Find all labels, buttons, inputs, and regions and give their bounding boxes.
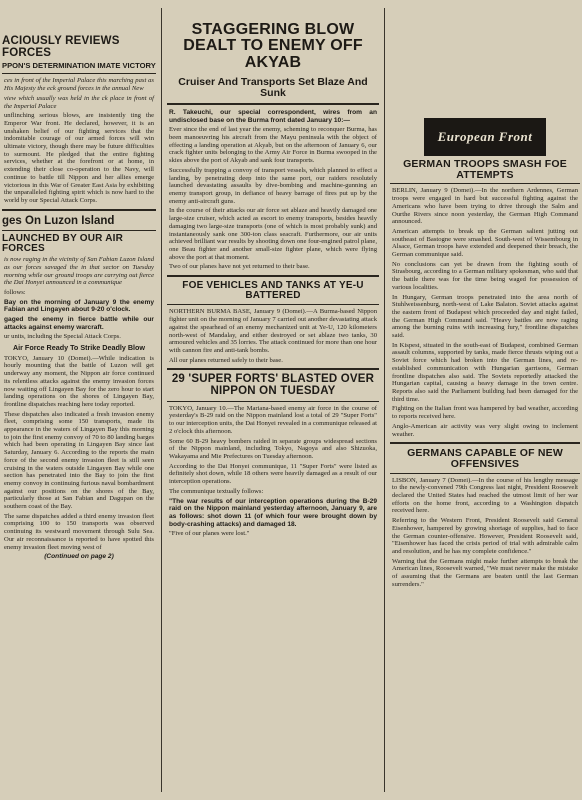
- left-continued-note: (Continued on page 2): [44, 553, 114, 561]
- left-column: [0, 0, 158, 800]
- middle-headline-super-forts: 29 'SUPER FORTS' BLASTED OVER NIPPON ON TUESDAY: [171, 373, 375, 398]
- divider: [167, 368, 379, 370]
- right-headline-german-troops: GERMAN TROOPS SMASH FOE ATTEMPTS: [403, 158, 567, 181]
- middle-dateline: R. Takeuchi, our special correspondent, wires from an undisclosed base on the Burma front dated January 10:—: [169, 108, 377, 124]
- right-body-german-7: Anglo-American air activity was very slight owing to inclement weather.: [392, 422, 578, 438]
- left-intro-italic: ces in front of the Imperial Palace this marching past as His Majesty the eck ground forces in the annual New: [4, 77, 154, 93]
- right-column: [388, 0, 582, 800]
- left-intro-italic-2: view which usually was held in the ck place in front of the Imperial Palace: [4, 94, 154, 110]
- middle-body-b29-6: "Five of our planes were lost.": [169, 530, 250, 538]
- right-body-roosevelt-2: Referring to the Western Front, President Roosevelt said General Eisenhower, hampered by growing shortage of supplies, had to face the German counter-offensive. However, President Roosevelt said, "Eisenhower has faced the crisis period of trial with admirable calm and resolution, and he has my complete confidence.": [392, 517, 578, 555]
- left-headline-luzon: ges On Luzon Island: [2, 214, 115, 227]
- middle-body-b29-4: The communique textually follows:: [169, 487, 264, 495]
- left-communique-lead: follows:: [4, 288, 26, 296]
- divider: [390, 473, 580, 474]
- divider: [2, 230, 156, 231]
- middle-body-b29-1: TOKYO, January 10.—The Mariana-based enemy air force in the course of yesterday's B-29 raid on the Nippon mainland lost a total of 29 "Super Forts" to our interception units, the Dai Honyei revealed in a communique released at 2 o'clock this afternoon.: [169, 404, 377, 435]
- middle-body-ye-u-1: NORTHERN BURMA BASE, January 9 (Domei).—A Burma-based Nippon fighter unit on the morning of January 7 carried out another devastating attack against the spearhead of an enemy mechanized unit at Ye-U, 120 kilometers north-west of Mandalay, and either destroyed or set ablaze two tanks, 30 armoured vehicles and 35 lorries. The attack continued for more than one hour with cannon fire and anti-tank bombs.: [169, 308, 377, 354]
- middle-body-akyab-3: In the course of their attacks our air force set ablaze and heavily damaged one large-size cruiser, which acted as escort to enemy transports, besides heavily damaging two large-size transports (one of which is most probably sunk) and instantaneously sank one 300-ton class seacraft. Furthermore, our air units achieved brilliant war results by shooting down one four-engined patrol plane, one Beau fighter and another small-size fighter plane, which were flying above the port at that moment.: [169, 207, 377, 261]
- left-communique-1: Bay on the morning of January 9 the enemy Fabian and Lingayen about 9-20 o'clock.: [4, 298, 154, 314]
- middle-column: [165, 0, 381, 800]
- divider: [390, 442, 580, 444]
- left-headline-review: ACIOUSLY REVIEWS FORCES: [2, 35, 120, 59]
- right-body-german-6: Fighting on the Italian front was hampered by bad weather, according to reports received here.: [392, 405, 578, 421]
- middle-subhead-cruiser: Cruiser And Transports Set Blaze And Sunk: [178, 75, 368, 99]
- divider: [390, 183, 580, 184]
- middle-body-b29-5: "The war results of our interception operations during the B-29 raid on the Nippon mainland yesterday afternoon, January 9, are as follows: shot down 11 (of which four were brought down by body-crashing attacks) and damaged 18.: [169, 497, 377, 528]
- right-body-german-2: American attempts to break up the German salient jutting out southeast of Bastogne were smashed. South-west of Wissembourg in Alsace, German troops have extended and deepened their breach, the German communique said.: [392, 227, 578, 259]
- middle-body-ye-u-2: All our planes returned safely to their base.: [169, 356, 283, 364]
- column-rule-left: [161, 8, 162, 792]
- right-body-roosevelt-3: Warning that the Germans might make further attempts to break the American lines, Roosevelt warned, "We must never make the mistake of assuming that the Germans are beaten until the last German surrenders.": [392, 557, 578, 588]
- left-body-luzon-3: The same dispatches added a third enemy invasion fleet comprising 100 to 150 transports was observed continuing its westward movement through Sulu Sea. Our air reconnaissance is reported to have spotted this enemy invasion fleet moving west of: [4, 512, 154, 551]
- middle-headline-ye-u: FOE VEHICLES AND TANKS AT YE-U BATTERED: [182, 280, 364, 302]
- right-body-german-3: No conclusions can yet be drawn from the fighting south of Strasbourg, according to a German military spokesman, who said that the battle there was for the time being waged for possession of various localities.: [392, 260, 578, 291]
- left-headline-air-forces: LAUNCHED BY OUR AIR FORCES: [2, 232, 124, 254]
- divider: [2, 209, 156, 211]
- right-body-german-5: In Kispest, situated in the south-east of Budapest, combined German assault columns, supported by tanks, made fierce thrusts wiping out a Soviet force which had broken into the German lines, and re-established communication with Hungarian garrisons, German frontline dispatches also said. The Soviets reportedly attacked the Hungarian capital, causing a heavy damage in the town centre. Reports also said the Parliament building had been damaged for the third time.: [392, 341, 578, 403]
- left-communique-2: gaged the enemy in fierce battle while our attacks against enemy warcraft.: [4, 316, 154, 331]
- left-body-luzon-2: These dispatches also indicated a fresh invasion enemy fleet, comprising some 150 transports, made its appearance in the waters of Lingayen Bay this morning to join the first enemy convoy of 70 to 80 landing barges which had been operating in Lingayen Bay since last Saturday, January 6. According to the reports the main force of the second enemy invasion fleet is still seen cruising in the waters outside Lingayen Bay while one section has penetrated into the Bay to join the first enemy convoy in continuing furious naval bombardment against our positions on the shores of the Bay, particularly those at San Fabian and Dagupan on the southern coast of the Bay.: [4, 410, 154, 511]
- divider: [167, 275, 379, 277]
- right-body-roosevelt-1: LISBON, January 7 (Domei).—In the course of his lengthy message to the newly-convened 79th Congress last night, President Roosevelt declared the United States had reached the utmost limit of her war efforts on the home front, according to a Washington dispatch received here.: [392, 476, 578, 515]
- left-body-review: unflinching serious blows, are insistently ting the Emperor War front. He declared, however, it is an unshaken belief of our fighting services that the indomitable courage of our armed forces will win ultimate victory, though there may be future difficulties to surmount. He pledged that the entire fighting services, whether at the forefront or at home, in extending their close co-operation to the Navy, will continue to battle till Nippon and her allies emerge victorious in this War of Greater East Asia by exhibiting the unparalleled fighting spirit which is now hard to the world by our Special Attack Corps.: [4, 112, 154, 204]
- right-body-german-4: In Hungary, German troops penetrated into the area north of Stuhlweissenburg, north-west of Lake Balaton. Soviet attacks against the eastern front of Budapest which proceeded day and night failed, the German High Command said. "Heavy battles are now raging among the burning ruins with increasing fury," frontline dispatches said.: [392, 293, 578, 340]
- divider: [2, 73, 156, 74]
- column-rule-right: [384, 8, 385, 792]
- middle-headline-akyab: STAGGERING BLOW DEALT TO ENEMY OFF AKYAB: [183, 21, 363, 71]
- left-subhead-air-force-ready: Air Force Ready To Strike Deadly Blow: [12, 343, 146, 353]
- middle-body-akyab-2: Successfully trapping a convoy of transport vessels, which planned to effect a landing, by penetrating deep into the same port, our raiders resolutely launched devastating assaults by dive-bombing and machine-gunning an enemy transport group, in defiance of heavy barrage of fires put up by the enemy anti-aircraft guns.: [169, 166, 377, 205]
- divider: [167, 103, 379, 105]
- left-communique-3: ur units, including the Special Attack Corps.: [4, 333, 121, 341]
- right-headline-new-offensives: GERMANS CAPABLE OF NEW OFFENSIVES: [407, 447, 563, 470]
- middle-body-akyab-4: Two of our planes have not yet returned to their base.: [169, 263, 310, 271]
- european-front-banner: European Front: [424, 118, 546, 156]
- middle-body-b29-3: According to the Dai Honyei communique, 11 "Super Forts" were listed as definitely shot down, while 18 others were heavily damaged as a result of our interception operations.: [169, 462, 377, 486]
- middle-body-b29-2: Some 60 B-29 heavy bombers raided in separate groups widespread sections of the Nippon mainland, including Tokyo, Nagoya and also Shizuoka, Wakayama and Mie Prefectures on Tuesday afternoon.: [169, 437, 377, 460]
- right-body-german-1: BERLIN, January 9 (Domei).—In the northern Ardennes, German troops were engaged in hard but successful fighting against the Americans who have been trying to drive through the Salm and Ourthe Rivers since noon yesterday, the German High Command announced.: [392, 187, 578, 226]
- right-top-spacer: [388, 0, 582, 114]
- divider: [167, 401, 379, 402]
- divider: [167, 304, 379, 305]
- left-intro-luzon: is now raging in the vicinity of San Fabian Luzon Island as our forces savaged the in that sector on Tuesday morning while our ground troops are carrying out fierce the Dai Honyei announced in a communique: [4, 256, 154, 287]
- middle-body-akyab-1: Ever since the end of last year the enemy, scheming to reconquer Burma, has been manoeuvring his aircraft from the Mayu peninsula with the object of effecting a landing operation at Akyab, but on the afternoon of January 6, our crack fighter units belonging to the Army Air Force in Burma swooped in the skies above the port of Akyab and sank four transports.: [169, 126, 377, 165]
- left-body-luzon-1: TOKYO, January 10 (Domei).—While indication is hourly mounting that the battle of Luzon will get underway any moment, the Nippon air force continued its relentless attacks against the enemy invasion forces now waiting off Lingayen Bay for the zero hour to start landing operations on the shores of Lingayen Bay, frontline dispatches reaching here today reported.: [4, 354, 154, 408]
- left-subhead-determination: PPON'S DETERMINATION IMATE VICTORY: [2, 61, 156, 71]
